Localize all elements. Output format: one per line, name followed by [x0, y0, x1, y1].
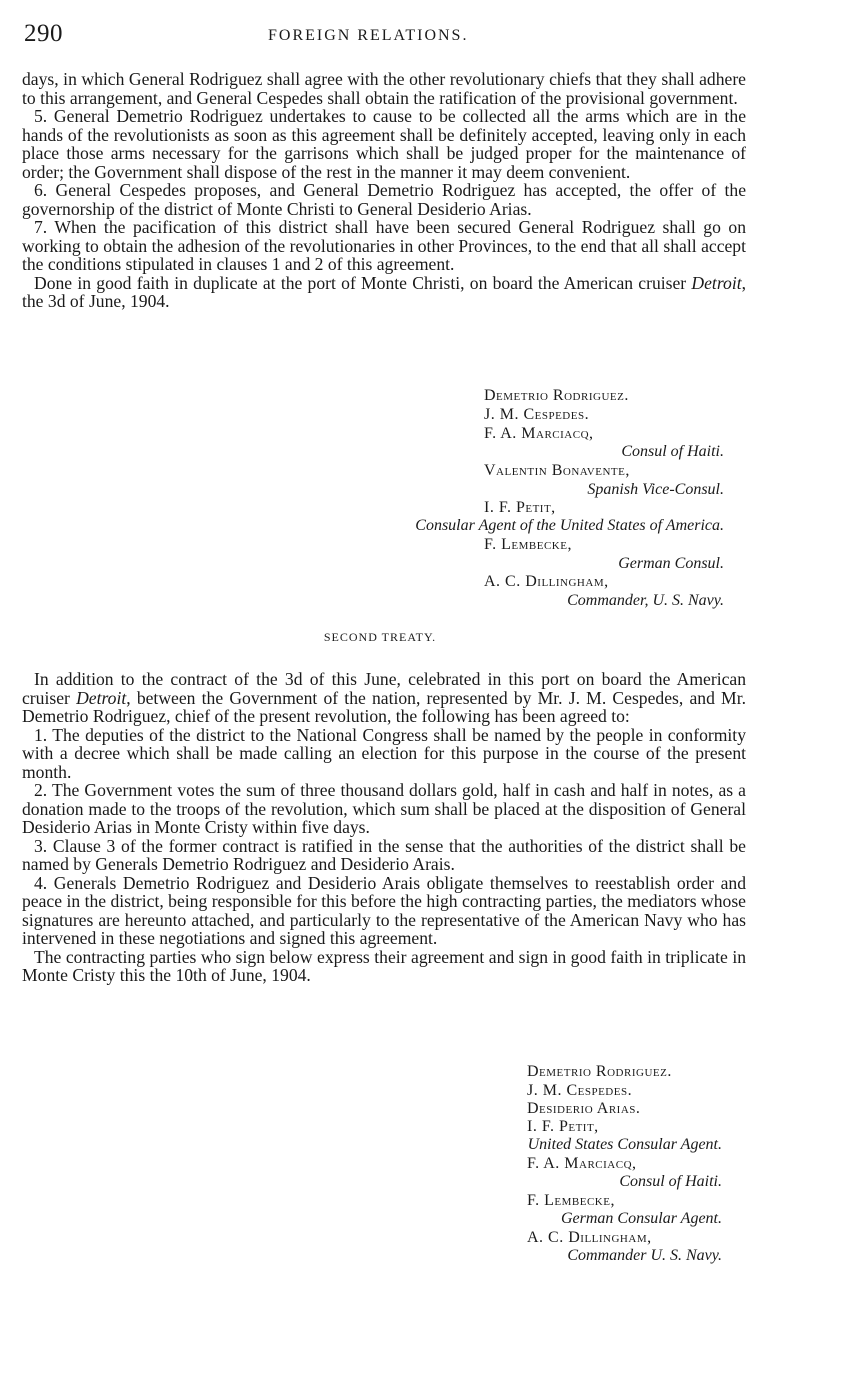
- paragraph-clause-4: 4. Generals Demetrio Rodriguez and Desiderio Arais obligate themselves to reestablish order and peace in the district, being responsible for this before the high contracting parties, the mediators whose signatures are hereunto attached, and particularly to the representative of the American Navy who has intervened in these negotiations and signed this agreement.: [22, 872, 746, 948]
- signatory-title: Consul of Haiti.: [621, 443, 724, 460]
- paragraph-clause-2: 2. The Government votes the sum of three thousand dollars gold, half in cash and half in notes, as a donation made to the troops of the revolution, which sum shall be placed at the disposition of General Desiderio Arias in Monte Cristy within five days.: [22, 780, 746, 837]
- signatory-name: I. F. Petit,: [527, 1118, 599, 1135]
- paragraph-clause-3: 3. Clause 3 of the former contract is ratified in the sense that the authorities of the district shall be named by Generals Demetrio Rodriguez and Desiderio Arais.: [22, 835, 746, 874]
- page-number: 290: [24, 20, 63, 47]
- done-date: , the 3d of June, 1904.: [22, 272, 746, 311]
- paragraph-closing: The contracting parties who sign below express their agreement and sign in good faith in triplicate in Monte Cristy this the 10th of June, 1904.: [22, 946, 746, 985]
- intro-text-b: , between the Government of the nation, represented by Mr. J. M. Cespedes, and Mr. Demetrio Rodriguez, chief of the present revolution, the following has been agreed to:: [22, 687, 746, 726]
- signatory-name: I. F. Petit,: [484, 499, 556, 516]
- signatory-name: Demetrio Rodriguez.: [484, 387, 629, 404]
- ship-name: Detroit: [76, 687, 127, 708]
- paragraph-clause-7: 7. When the pacification of this district shall have been secured General Rodriguez shall go on working to obtain the adhesion of the revolutionaries in other Provinces, to the end that all shall accept the conditions stipulated in clauses 1 and 2 of this agreement.: [22, 217, 746, 274]
- paragraph-clause-5: 5. General Demetrio Rodriguez undertakes to cause to be collected all the arms which are in the hands of the revolutionists as soon as this agreement shall be definitely accepted, leaving only in each place those arms necessary for the garrisons which shall be judged proper for the maintenance of order; the Government shall dispose of the rest in the manner it may deem convenient.: [22, 106, 746, 182]
- signatory-name: Desiderio Arias.: [527, 1100, 641, 1117]
- intro-text-a: In addition to the contract of the 3d of this June, celebrated in this port on board the American cruiser: [22, 669, 746, 708]
- paragraph-continuation: days, in which General Rodriguez shall agree with the other revolutionary chiefs that they shall adhere to this arrangement, and General Cespedes shall obtain the ratification of the provisional government.: [22, 69, 746, 108]
- paragraph-clause-1: 1. The deputies of the district to the National Congress shall be named by the people in conformity with a decree which shall be made calling an election for this purpose in the course of the present month.: [22, 724, 746, 782]
- signatory-name: F. Lembecke,: [484, 536, 572, 553]
- running-title: FOREIGN RELATIONS.: [268, 27, 469, 44]
- signatory-name: A. C. Dillingham,: [527, 1229, 652, 1246]
- signatory-title: German Consul.: [618, 555, 724, 572]
- signatory-name: J. M. Cespedes.: [484, 406, 590, 423]
- signatory-name: F. A. Marciacq,: [484, 425, 594, 442]
- signatory-name: F. A. Marciacq,: [527, 1155, 637, 1172]
- signatory-name: J. M. Cespedes.: [527, 1082, 633, 1099]
- signatory-title: Commander U. S. Navy.: [567, 1247, 722, 1264]
- signatory-title: Commander, U. S. Navy.: [567, 592, 724, 609]
- signatory-title: United States Consular Agent.: [527, 1136, 722, 1153]
- signatory-name: F. Lembecke,: [527, 1192, 615, 1209]
- signatory-title: Consul of Haiti.: [619, 1173, 722, 1190]
- signatory-title: Spanish Vice-Consul.: [587, 481, 724, 498]
- section-heading-second-treaty: SECOND TREATY.: [323, 630, 437, 644]
- done-text: Done in good faith in duplicate at the port of Monte Christi, on board the American cruiser: [34, 272, 687, 293]
- signatory-name: A. C. Dillingham,: [484, 573, 609, 590]
- paragraph-clause-6: 6. General Cespedes proposes, and General Demetrio Rodriguez has accepted, the offer of the governorship of the district of Monte Christi to General Desiderio Arias.: [22, 180, 746, 219]
- signatory-name: Demetrio Rodriguez.: [527, 1063, 672, 1080]
- signatory-title: Consular Agent of the United States of America.: [415, 517, 724, 534]
- signatory-title: German Consular Agent.: [560, 1210, 722, 1227]
- signatory-name: Valentin Bonavente,: [484, 462, 630, 479]
- ship-name: Detroit: [691, 272, 742, 293]
